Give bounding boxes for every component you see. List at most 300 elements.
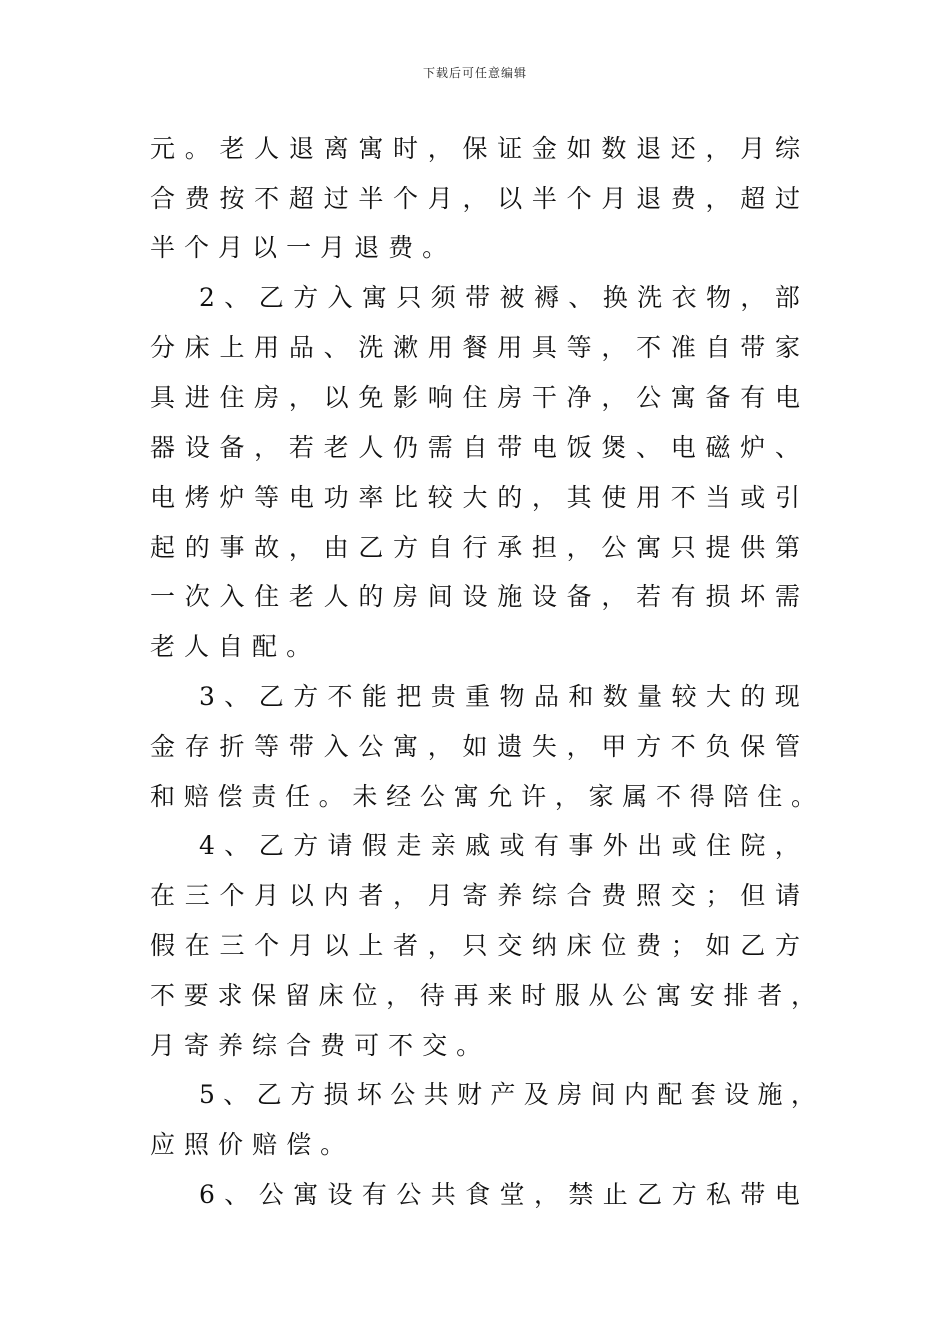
- glyph: 寓: [453, 782, 479, 811]
- glyph: 保: [462, 134, 488, 163]
- glyph: 电: [150, 483, 176, 512]
- glyph: 费: [670, 184, 696, 213]
- glyph: 管: [774, 732, 800, 761]
- glyph: 甲: [601, 732, 627, 761]
- glyph: 再: [453, 981, 479, 1010]
- glyph: 。: [318, 782, 344, 811]
- glyph: 或: [499, 831, 525, 860]
- glyph: 或: [671, 831, 697, 860]
- glyph: 2: [199, 283, 215, 312]
- glyph: 出: [637, 831, 663, 860]
- text-line: [150, 383, 800, 413]
- glyph: 公: [419, 782, 445, 811]
- glyph: 磁: [705, 433, 731, 462]
- glyph: 仍: [393, 433, 419, 462]
- glyph: 分: [150, 333, 176, 362]
- glyph: 个: [184, 233, 210, 262]
- glyph: ，: [254, 433, 280, 462]
- glyph: 要: [183, 981, 209, 1010]
- glyph: 一: [150, 582, 176, 611]
- glyph: 、: [323, 333, 349, 362]
- glyph: 退: [288, 134, 314, 163]
- glyph: 不: [670, 483, 696, 512]
- paragraph-first-line: [199, 1180, 800, 1210]
- glyph: 备: [219, 433, 245, 462]
- glyph: 的: [497, 483, 523, 512]
- glyph: 服: [554, 981, 580, 1010]
- glyph: 以: [252, 233, 278, 262]
- glyph: 有: [533, 831, 559, 860]
- glyph: 离: [323, 134, 349, 163]
- text-line: [150, 981, 816, 1011]
- glyph: 方: [774, 931, 800, 960]
- glyph: 只: [670, 533, 696, 562]
- glyph: 第: [774, 533, 800, 562]
- glyph: 6: [199, 1180, 215, 1209]
- glyph: 家: [774, 333, 800, 362]
- glyph: 次: [184, 582, 210, 611]
- glyph: 遗: [497, 732, 523, 761]
- glyph: 折: [219, 732, 245, 761]
- glyph: 半: [358, 184, 384, 213]
- glyph: 外: [602, 831, 628, 860]
- glyph: 品: [288, 333, 314, 362]
- glyph: 衣: [671, 283, 697, 312]
- glyph: 乙: [256, 1080, 282, 1109]
- glyph: 量: [637, 682, 663, 711]
- glyph: 交: [670, 881, 696, 910]
- glyph: ，: [427, 134, 453, 163]
- glyph: 人: [358, 433, 384, 462]
- glyph: 寓: [636, 533, 662, 562]
- glyph: 、: [224, 831, 250, 860]
- text-line: [150, 782, 816, 812]
- glyph: 设: [184, 433, 210, 462]
- glyph: 保: [740, 732, 766, 761]
- glyph: 公: [258, 1180, 284, 1209]
- glyph: 事: [568, 831, 594, 860]
- glyph: 坏: [740, 582, 766, 611]
- glyph: 炉: [219, 483, 245, 512]
- glyph: 个: [254, 931, 280, 960]
- glyph: 能: [361, 682, 387, 711]
- glyph: 合: [286, 1031, 312, 1060]
- glyph: 养: [218, 1031, 244, 1060]
- glyph: 人: [184, 632, 210, 661]
- text-line: [150, 433, 800, 463]
- glyph: 偿: [286, 1130, 312, 1159]
- glyph: 器: [150, 433, 176, 462]
- glyph: 行: [462, 533, 488, 562]
- glyph: 自: [427, 533, 453, 562]
- glyph: 不: [150, 981, 176, 1010]
- glyph: 人: [323, 582, 349, 611]
- glyph: 元: [150, 134, 176, 163]
- glyph: 房: [393, 582, 419, 611]
- glyph: 或: [740, 483, 766, 512]
- glyph: 三: [219, 931, 245, 960]
- glyph: 须: [430, 283, 456, 312]
- glyph: 不: [656, 782, 682, 811]
- glyph: 排: [723, 981, 749, 1010]
- glyph: 共: [423, 1080, 449, 1109]
- glyph: 、: [636, 433, 662, 462]
- glyph: 配: [252, 632, 278, 661]
- text-line: [150, 483, 800, 513]
- glyph: 禁: [568, 1180, 594, 1209]
- glyph: 由: [323, 533, 349, 562]
- glyph: 需: [774, 582, 800, 611]
- glyph: 净: [566, 383, 592, 412]
- glyph: 寓: [293, 1180, 319, 1209]
- glyph: 饭: [566, 433, 592, 462]
- glyph: 住: [757, 782, 783, 811]
- glyph: 套: [690, 1080, 716, 1109]
- glyph: 带: [740, 1180, 766, 1209]
- glyph: 设: [327, 1180, 353, 1209]
- glyph: 退: [636, 134, 662, 163]
- glyph: 乙: [258, 682, 284, 711]
- glyph: ；: [705, 881, 731, 910]
- paragraph-first-line: [199, 1080, 816, 1110]
- glyph: 施: [497, 582, 523, 611]
- glyph: 部: [774, 283, 800, 312]
- glyph: 费: [388, 233, 414, 262]
- glyph: 公: [396, 1180, 422, 1209]
- glyph: 位: [352, 981, 378, 1010]
- glyph: 被: [499, 283, 525, 312]
- glyph: 方: [393, 533, 419, 562]
- glyph: 费: [601, 881, 627, 910]
- glyph: 炉: [740, 433, 766, 462]
- glyph: 等: [566, 333, 592, 362]
- glyph: 和: [150, 782, 176, 811]
- glyph: 有: [740, 383, 766, 412]
- glyph: 留: [284, 981, 310, 1010]
- glyph: 可: [354, 1031, 380, 1060]
- glyph: 费: [320, 1031, 346, 1060]
- glyph: 寓: [358, 134, 384, 163]
- glyph: 内: [623, 1080, 649, 1109]
- glyph: 金: [150, 732, 176, 761]
- glyph: 老: [288, 582, 314, 611]
- glyph: ，: [462, 184, 488, 213]
- glyph: 个: [566, 184, 592, 213]
- glyph: 住: [219, 383, 245, 412]
- glyph: 施: [757, 1080, 783, 1109]
- glyph: 退: [354, 233, 380, 262]
- glyph: 不: [636, 333, 662, 362]
- glyph: 老: [219, 134, 245, 163]
- glyph: 亲: [430, 831, 456, 860]
- glyph: 床: [184, 333, 210, 362]
- glyph: 率: [358, 483, 384, 512]
- glyph: 较: [427, 483, 453, 512]
- glyph: 房: [254, 383, 280, 412]
- glyph: 待: [419, 981, 445, 1010]
- glyph: 公: [358, 732, 384, 761]
- glyph: 当: [705, 483, 731, 512]
- glyph: 房: [497, 383, 523, 412]
- glyph: 的: [184, 533, 210, 562]
- glyph: 物: [499, 682, 525, 711]
- glyph: 如: [566, 134, 592, 163]
- glyph: 用: [254, 333, 280, 362]
- glyph: 公: [636, 383, 662, 412]
- glyph: 共: [430, 1180, 456, 1209]
- glyph: 有: [670, 582, 696, 611]
- glyph: ，: [790, 1080, 816, 1109]
- glyph: 间: [590, 1080, 616, 1109]
- glyph: 老: [323, 433, 349, 462]
- glyph: 换: [602, 283, 628, 312]
- glyph: 进: [184, 383, 210, 412]
- glyph: ，: [790, 981, 816, 1010]
- glyph: 方: [293, 682, 319, 711]
- glyph: 设: [724, 1080, 750, 1109]
- glyph: 及: [523, 1080, 549, 1109]
- glyph: ，: [740, 283, 766, 312]
- paragraph-first-line: [199, 682, 800, 712]
- glyph: 者: [393, 931, 419, 960]
- glyph: 4: [199, 831, 215, 860]
- text-line: [150, 582, 800, 612]
- glyph: 请: [774, 881, 800, 910]
- glyph: 物: [705, 283, 731, 312]
- glyph: ，: [288, 383, 314, 412]
- glyph: 入: [327, 283, 353, 312]
- glyph: 需: [427, 433, 453, 462]
- glyph: 应: [150, 1130, 176, 1159]
- glyph: 假: [361, 831, 387, 860]
- glyph: 许: [521, 782, 547, 811]
- glyph: ，: [531, 483, 557, 512]
- glyph: 方: [671, 1180, 697, 1209]
- glyph: 公: [601, 533, 627, 562]
- glyph: 月: [254, 881, 280, 910]
- glyph: 。: [320, 1130, 346, 1159]
- glyph: 烤: [184, 483, 210, 512]
- glyph: ，: [566, 533, 592, 562]
- glyph: 属: [622, 782, 648, 811]
- glyph: 月: [320, 233, 346, 262]
- glyph: 来: [487, 981, 513, 1010]
- glyph: 品: [533, 682, 559, 711]
- glyph: 。: [456, 1031, 482, 1060]
- glyph: 住: [254, 582, 280, 611]
- glyph: 影: [393, 383, 419, 412]
- glyph: 财: [457, 1080, 483, 1109]
- glyph: 金: [531, 134, 557, 163]
- glyph: 承: [497, 533, 523, 562]
- glyph: 电: [670, 433, 696, 462]
- glyph: 住: [705, 831, 731, 860]
- glyph: 数: [601, 134, 627, 163]
- glyph: ，: [566, 732, 592, 761]
- glyph: 供: [740, 533, 766, 562]
- glyph: 不: [327, 682, 353, 711]
- glyph: 经: [386, 782, 412, 811]
- glyph: 者: [757, 981, 783, 1010]
- glyph: ，: [705, 134, 731, 163]
- glyph: 房: [557, 1080, 583, 1109]
- glyph: 未: [352, 782, 378, 811]
- glyph: 上: [219, 333, 245, 362]
- glyph: 费: [184, 184, 210, 213]
- glyph: 允: [487, 782, 513, 811]
- glyph: 寓: [393, 732, 419, 761]
- glyph: ，: [393, 881, 419, 910]
- glyph: 床: [318, 981, 344, 1010]
- glyph: 超: [288, 184, 314, 213]
- glyph: 电: [531, 433, 557, 462]
- glyph: 自: [218, 632, 244, 661]
- glyph: 位: [601, 931, 627, 960]
- glyph: 寓: [361, 283, 387, 312]
- glyph: 等: [254, 732, 280, 761]
- glyph: 若: [288, 433, 314, 462]
- glyph: 上: [358, 931, 384, 960]
- glyph: 洗: [358, 333, 384, 362]
- glyph: 如: [462, 732, 488, 761]
- glyph: 以: [323, 931, 349, 960]
- glyph: 电: [774, 383, 800, 412]
- glyph: 假: [150, 931, 176, 960]
- glyph: 在: [150, 881, 176, 910]
- glyph: 具: [531, 333, 557, 362]
- glyph: 以: [497, 184, 523, 213]
- glyph: 把: [396, 682, 422, 711]
- glyph: 纳: [531, 931, 557, 960]
- glyph: 赔: [252, 1130, 278, 1159]
- glyph: 请: [327, 831, 353, 860]
- glyph: 照: [636, 881, 662, 910]
- glyph: 、: [223, 1080, 249, 1109]
- glyph: 乙: [258, 831, 284, 860]
- glyph: 故: [254, 533, 280, 562]
- text-line: [150, 931, 800, 961]
- glyph: 寄: [184, 1031, 210, 1060]
- glyph: 住: [462, 383, 488, 412]
- glyph: 起: [150, 533, 176, 562]
- glyph: ，: [533, 1180, 559, 1209]
- glyph: 但: [740, 881, 766, 910]
- glyph: 带: [740, 333, 766, 362]
- glyph: 公: [390, 1080, 416, 1109]
- glyph: 不: [388, 1031, 414, 1060]
- glyph: 个: [393, 184, 419, 213]
- glyph: 、: [224, 283, 250, 312]
- glyph: 过: [323, 184, 349, 213]
- glyph: 功: [323, 483, 349, 512]
- glyph: 综: [774, 134, 800, 163]
- glyph: 负: [705, 732, 731, 761]
- glyph: 戚: [465, 831, 491, 860]
- glyph: 养: [497, 881, 523, 910]
- glyph: 3: [199, 682, 215, 711]
- glyph: 、: [224, 1180, 250, 1209]
- glyph: 超: [740, 184, 766, 213]
- glyph: 合: [150, 184, 176, 213]
- glyph: 综: [531, 881, 557, 910]
- glyph: 以: [288, 881, 314, 910]
- glyph: 其: [566, 483, 592, 512]
- glyph: 按: [219, 184, 245, 213]
- glyph: 如: [705, 931, 731, 960]
- glyph: 陪: [723, 782, 749, 811]
- glyph: 止: [602, 1180, 628, 1209]
- glyph: 乙: [258, 283, 284, 312]
- glyph: 洗: [637, 283, 663, 312]
- glyph: 退: [636, 184, 662, 213]
- glyph: 求: [217, 981, 243, 1010]
- glyph: 入: [219, 582, 245, 611]
- glyph: 食: [465, 1180, 491, 1209]
- glyph: 产: [490, 1080, 516, 1109]
- glyph: 还: [670, 134, 696, 163]
- glyph: 备: [705, 383, 731, 412]
- glyph: 综: [252, 1031, 278, 1060]
- glyph: 半: [150, 233, 176, 262]
- glyph: ；: [670, 931, 696, 960]
- glyph: 大: [462, 483, 488, 512]
- glyph: 过: [774, 184, 800, 213]
- glyph: 、: [224, 682, 250, 711]
- glyph: 设: [531, 582, 557, 611]
- glyph: 。: [422, 233, 448, 262]
- text-line: [150, 333, 800, 363]
- glyph: 干: [531, 383, 557, 412]
- glyph: 寓: [656, 981, 682, 1010]
- glyph: 责: [251, 782, 277, 811]
- glyph: 个: [219, 881, 245, 910]
- glyph: 数: [602, 682, 628, 711]
- glyph: 事: [219, 533, 245, 562]
- text-line: [150, 233, 800, 263]
- paragraph-first-line: [199, 283, 800, 313]
- glyph: 若: [636, 582, 662, 611]
- glyph: 时: [393, 134, 419, 163]
- glyph: 损: [323, 1080, 349, 1109]
- glyph: 三: [184, 881, 210, 910]
- paragraph-first-line: [199, 831, 800, 861]
- glyph: 人: [254, 134, 280, 163]
- text-line: [150, 1130, 800, 1160]
- glyph: 自: [462, 433, 488, 462]
- glyph: 漱: [393, 333, 419, 362]
- glyph: 保: [251, 981, 277, 1010]
- glyph: 半: [531, 184, 557, 213]
- glyph: ，: [601, 333, 627, 362]
- glyph: ，: [427, 732, 453, 761]
- glyph: 时: [521, 981, 547, 1010]
- glyph: 方: [293, 831, 319, 860]
- glyph: 贵: [430, 682, 456, 711]
- glyph: ，: [288, 533, 314, 562]
- glyph: 偿: [217, 782, 243, 811]
- glyph: 得: [689, 782, 715, 811]
- glyph: 准: [670, 333, 696, 362]
- text-line: [150, 632, 800, 662]
- glyph: 提: [705, 533, 731, 562]
- glyph: ，: [774, 831, 800, 860]
- glyph: 月: [427, 881, 453, 910]
- glyph: 老: [150, 632, 176, 661]
- glyph: 赔: [183, 782, 209, 811]
- glyph: 5: [199, 1080, 215, 1109]
- glyph: 响: [427, 383, 453, 412]
- glyph: ，: [554, 782, 580, 811]
